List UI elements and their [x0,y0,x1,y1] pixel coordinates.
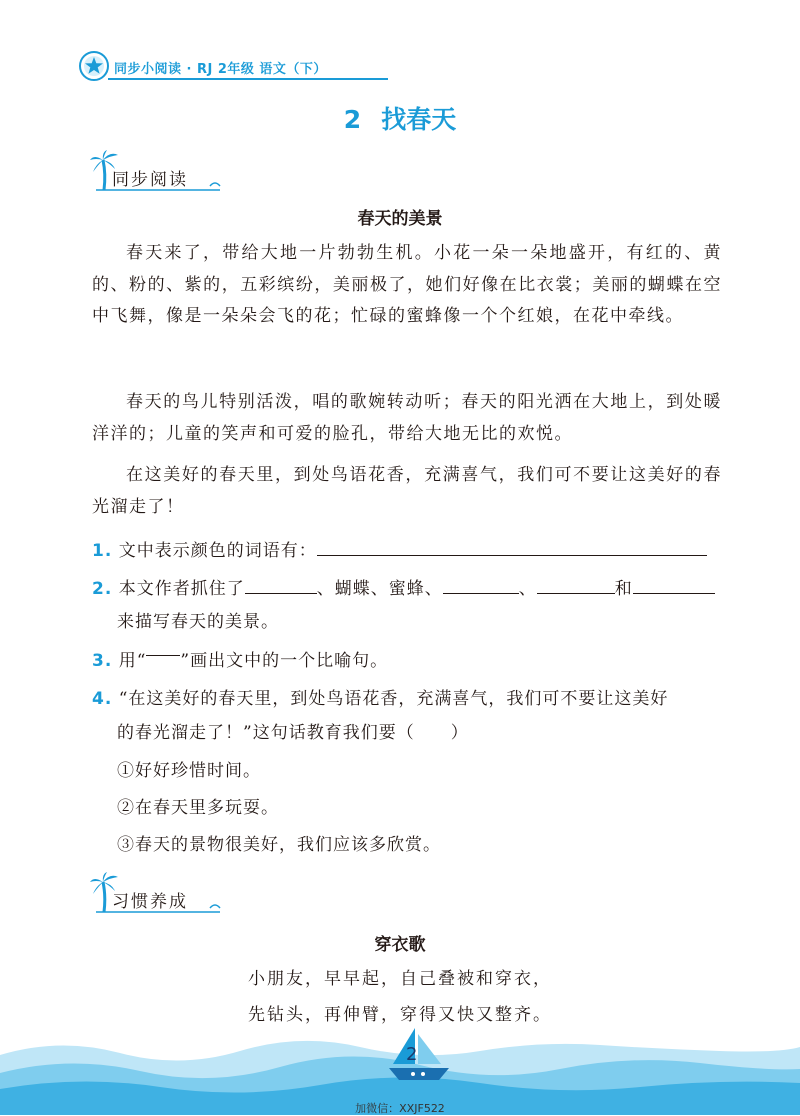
poem-title: 穿衣歌 [374,935,426,955]
question-3 [92,645,388,676]
page-header [78,48,327,82]
question-text: 、 [518,579,537,599]
poem-line-2: 先钻头，再伸臂，穿得又快又整齐。 [248,1005,552,1025]
question-text: “在这美好的春天里，到处鸟语花香，充满喜气，我们可不要让这美好 [118,689,669,709]
poem-line-1: 小朋友，早早起，自己叠被和穿衣， [248,969,552,989]
answer-blank[interactable] [317,537,707,556]
series-title: 同步小阅读 · RJ 2年级 语文（下） [114,62,327,77]
question-text: 本文作者抓住了 [118,579,245,599]
option-1[interactable]: ①好好珍惜时间。 [117,761,261,781]
answer-blank[interactable] [245,575,317,594]
question-number: 4. [92,689,113,709]
question-text: ”画出文中的一个比喻句。 [180,651,389,671]
reading-title: 春天的美景 [357,209,443,229]
question-text: 文中表示颜色的词语有： [118,541,317,561]
question-number: 3. [92,651,113,671]
question-2-continued: 来描写春天的美景。 [117,612,279,632]
question-1 [92,536,707,566]
reading-paragraph-2: 春天的鸟儿特别活泼，唱的歌婉转动听；春天的阳光洒在大地上，到处暖洋洋的；儿童的笑声和可爱的脸孔，带给大地无比的欢悦。 [92,392,722,444]
question-text: 、蝴蝶、蜜蜂、 [316,579,443,599]
reading-paragraph-1: 春天来了，带给大地一片勃勃生机。小花一朵一朵地盛开，有红的、黄的、粉的、紫的，五彩缤纷，美丽极了，她们好像在比衣裳；美丽的蝴蝶在空中飞舞，像是一朵朵会飞的花；忙碌的蜜蜂像一个个红娘，在花中牵线。 [92,243,722,326]
answer-blank[interactable] [633,575,715,594]
section-label: 习惯养成 [112,892,188,912]
lesson-number: 2 [343,105,362,134]
lesson-name: 找春天 [381,105,457,134]
option-3[interactable]: ③春天的景物很美好，我们应该多欣赏。 [117,835,441,855]
lesson-title [0,100,800,136]
answer-blank[interactable] [443,575,519,594]
starfish-logo-icon [78,50,110,82]
question-text: 和 [614,579,633,599]
footer-note: 加微信：XXJF522 [355,1102,445,1115]
reading-paragraph-3: 在这美好的春天里，到处鸟语花香，充满喜气，我们可不要让这美好的春光溜走了！ [92,465,722,517]
section-synchronous-reading [90,150,230,194]
section-label: 同步阅读 [112,170,188,190]
underline-sample [146,645,180,656]
question-number: 2. [92,579,113,599]
section-habit-building [90,872,230,916]
question-2 [92,574,715,604]
question-4 [92,684,668,714]
question-text: 用“ [118,651,147,671]
page-number: 2 [406,1044,418,1065]
option-2[interactable]: ②在春天里多玩耍。 [117,798,279,818]
answer-blank[interactable] [537,575,615,594]
question-number: 1. [92,541,113,561]
question-4-continued: 的春光溜走了！”这句话教育我们要（ ） [117,723,469,743]
header-rule [108,78,388,80]
sailboat-icon [385,1024,455,1084]
